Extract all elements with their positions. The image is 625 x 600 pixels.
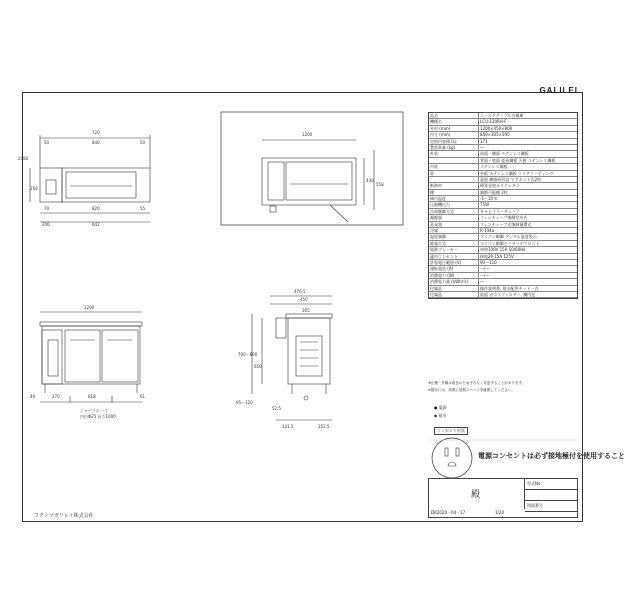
pipe-note: ジャバラホース bbox=[80, 408, 108, 413]
spec-value: 単相100V 15A 50/60Hz bbox=[480, 247, 526, 253]
spec-key: 付属品 bbox=[429, 292, 479, 297]
spec-key: 凝縮器 bbox=[429, 215, 479, 220]
dim-side-x1: 52.5 bbox=[272, 406, 281, 411]
spec-value: —/— bbox=[480, 266, 490, 272]
spec-value: 75W bbox=[480, 202, 490, 208]
spec-value: マイコン制御ヒーターデフロスト bbox=[480, 240, 540, 246]
pipe-note-2: 内径Φ25 長さ1000 bbox=[80, 414, 116, 419]
spec-key: 圧縮機出力 bbox=[429, 202, 479, 207]
spec-key: 除霜方式 bbox=[429, 241, 479, 246]
spec-key: 内寸 (mm) bbox=[429, 132, 479, 137]
spec-key: 温度制御 bbox=[429, 234, 479, 239]
spec-key: 運転電流 (A) bbox=[429, 266, 479, 271]
note-1: ※仕様・外観は改良のため予告なく変更することがあります。 bbox=[428, 381, 526, 385]
spec-value: 171 bbox=[480, 138, 488, 144]
title-meta bbox=[525, 479, 578, 519]
spec-value: ステンレス鋼板 bbox=[480, 164, 508, 170]
spec-key: 消費電力量 (kWh/年) bbox=[429, 279, 479, 284]
drawing-scale: 1/20 bbox=[495, 510, 504, 515]
spec-key: 外装 bbox=[429, 151, 479, 156]
spec-value: フィンチューブ強制空冷式 bbox=[480, 215, 528, 221]
dim-plan-w: 1200 bbox=[302, 132, 313, 137]
dim-side-h2: 650 bbox=[254, 364, 262, 369]
addressee-suffix: 殿 bbox=[471, 490, 481, 500]
spec-key: 庫内温度 bbox=[429, 196, 479, 201]
dim-plan-h: 430 bbox=[366, 178, 374, 183]
dim-front-d: 61 bbox=[140, 394, 146, 399]
dim-side-foot: 95〜120 bbox=[236, 400, 253, 405]
dim-bottom-e: 55 bbox=[140, 206, 146, 211]
spec-value: 調節可能棚 2枚 bbox=[480, 189, 508, 195]
spec-value: 840×305×595 bbox=[480, 132, 510, 138]
drawing-date: DR2020 - 04 - 17 bbox=[431, 510, 466, 515]
dim-top-b: 50 bbox=[44, 140, 50, 145]
spec-value: 硬質発泡ポリウレタン bbox=[480, 183, 520, 189]
symbol-drain: ◆ 排水 bbox=[434, 413, 447, 418]
dim-side-w3: 305 bbox=[302, 308, 310, 313]
spec-value: マイコン制御 デジタル温度表示 bbox=[480, 234, 537, 240]
spec-value: 接地2P 15A 125V bbox=[480, 253, 514, 259]
dim-plan-h2: 558 bbox=[376, 182, 384, 187]
dim-side-a: 2080 bbox=[18, 156, 29, 161]
symbol-power: ● 電源 bbox=[434, 405, 447, 410]
spec-key: 定格内容積 (L) bbox=[429, 139, 479, 144]
spec-row bbox=[429, 292, 577, 298]
spec-value: 背面・底面 亜鉛鋼板 天板 ステンレス鋼板 bbox=[480, 157, 556, 163]
spec-value: コールドテーブル冷蔵庫 bbox=[480, 113, 524, 118]
spec-key: 棚 bbox=[429, 190, 479, 195]
spec-key: 許容電圧範囲 (V) bbox=[429, 260, 479, 265]
dim-bottom-c: 70 bbox=[44, 206, 50, 211]
spec-value: — bbox=[480, 144, 484, 150]
company-name: フクシマガリレイ株式会社 bbox=[34, 513, 94, 519]
dim-side-h: 700〜800 bbox=[238, 352, 258, 357]
title-block bbox=[428, 478, 578, 518]
spec-key bbox=[429, 158, 479, 163]
dim-bottom-b: 820 bbox=[92, 206, 100, 211]
dim-side-c: 250 bbox=[30, 186, 38, 191]
meta-drawing-no: 図面番号 bbox=[525, 501, 578, 512]
dim-bottom-d: 642 bbox=[92, 222, 100, 227]
spec-value: フィンチューブ式強制循環式 bbox=[480, 221, 532, 227]
dim-top-d: 50 bbox=[140, 140, 146, 145]
spec-value: キャピラリーチューブ bbox=[480, 208, 520, 214]
spec-value: LCU-120RH-F bbox=[480, 119, 507, 125]
spec-key: 適用コンセント bbox=[429, 254, 479, 259]
outlet-tag: コンセント形状 bbox=[434, 427, 468, 435]
spec-value: —/— bbox=[480, 272, 490, 278]
note-2: ※据付には、周囲に放熱スペースを確保してください。 bbox=[428, 388, 515, 392]
spec-key: 蒸発器 bbox=[429, 222, 479, 227]
dim-side-x3: 152.5 bbox=[318, 424, 330, 429]
spec-table bbox=[428, 112, 578, 299]
dim-front-c: 818 bbox=[88, 394, 96, 399]
spec-key: 付属品 bbox=[429, 286, 479, 291]
meta-model-no: 型式No bbox=[525, 479, 578, 490]
dim-side-x2: 141.5 bbox=[282, 424, 294, 429]
dim-front-a: 49 bbox=[30, 394, 36, 399]
dim-front-width: 1200 bbox=[84, 305, 95, 310]
spec-key: 消費電力 (W) bbox=[429, 273, 479, 278]
spec-value: R-134a bbox=[480, 228, 495, 234]
spec-value: 90〜110 bbox=[480, 259, 497, 265]
spec-value: 操作説明書, 排水配管キット一式 bbox=[480, 285, 539, 291]
spec-key: 外形 (mm) bbox=[429, 126, 479, 131]
spec-value: 前面 ガラスフィルター, 鋼内足 bbox=[480, 291, 536, 297]
spec-key: 品名 bbox=[429, 113, 479, 118]
dim-top-a: 720 bbox=[92, 130, 100, 135]
spec-value: 外板 ステンレス鋼板 クリアコーティング bbox=[480, 170, 554, 176]
spec-key: 断熱材 bbox=[429, 183, 479, 188]
dim-bottom-a: 200 bbox=[42, 222, 50, 227]
spec-value: 前面・側面 ステンレス鋼板 bbox=[480, 151, 529, 157]
brand-logo: GALILEI bbox=[539, 86, 578, 95]
addressee-box bbox=[429, 479, 525, 509]
spec-key: 冷媒 bbox=[429, 228, 479, 233]
dim-side-w2: 450 bbox=[300, 297, 308, 302]
dim-top-c: 840 bbox=[92, 140, 100, 145]
spec-value: 1200×450×800 bbox=[480, 125, 513, 131]
spec-key bbox=[429, 177, 479, 182]
spec-key: 電源ブレーカー bbox=[429, 247, 479, 252]
spec-value: -1〜10℃ bbox=[480, 196, 498, 202]
spec-key: 機種名 bbox=[429, 119, 479, 124]
spec-key: 内装 bbox=[429, 164, 479, 169]
spec-value: — bbox=[480, 279, 484, 285]
spec-key: 扉 bbox=[429, 171, 479, 176]
spec-value: 裏面 樹脂成形品 マグネット式2枚 bbox=[480, 176, 542, 182]
spec-key: 製品質量 (kg) bbox=[429, 145, 479, 150]
dim-front-b: 270 bbox=[52, 394, 60, 399]
meta-blank bbox=[525, 490, 578, 501]
dim-side-w: 476.5 bbox=[294, 289, 306, 294]
spec-key: 冷却制御方式 bbox=[429, 209, 479, 214]
outlet-note: 電源コンセントは必ず接地極付を使用すること bbox=[478, 452, 625, 460]
